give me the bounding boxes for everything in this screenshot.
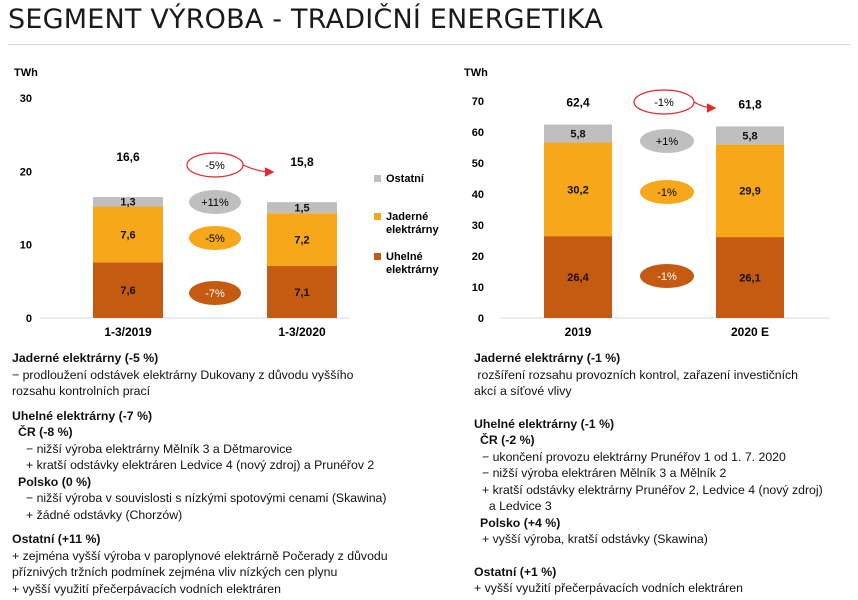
notes-item: akcí a síťové vlivy xyxy=(474,384,572,398)
notes-item: + vyšší výroba, kratší odstávky (Skawina) xyxy=(482,532,708,546)
bar-value-label-ostatni: 5,8 xyxy=(570,128,586,141)
notes-heading-ostatni: Ostatní (+11 %) xyxy=(12,532,101,546)
right-chart xyxy=(440,60,858,350)
y-tick-label: 70 xyxy=(471,96,484,108)
notes-heading-jaderne: Jaderné elektrárny (-5 %) xyxy=(12,351,159,365)
y-tick-label: 40 xyxy=(471,189,484,201)
notes-item: rozšíření rozsahu provozních kontrol, zařazení investičních xyxy=(474,367,798,382)
page-title: SEGMENT VÝROBA - TRADIČNÍ ENERGETIKA xyxy=(8,4,604,35)
bar-value-label-ostatni: 1,3 xyxy=(120,196,136,209)
notes-item: a Ledvice 3 xyxy=(482,499,552,513)
notes-subheading-cr: ČR (-8 %) xyxy=(18,425,73,439)
right-notes xyxy=(474,350,854,597)
y-unit-label: TWh xyxy=(464,67,488,79)
legend-swatch-uhelne xyxy=(374,253,381,260)
total-change-label: -5% xyxy=(205,160,225,172)
bar-value-label-ostatni: 5,8 xyxy=(742,130,758,143)
notes-item: + kratší odstávky elektráren Ledvice 4 (nový zdroj) a Prunéřov 2 xyxy=(26,458,375,472)
notes-item: + zejména vyšší výroba v paroplynové elektrárně Počerady z důvodu xyxy=(12,548,388,563)
jaderne-change-label: -1% xyxy=(657,187,677,199)
legend-label-jaderne-2: elektrárny xyxy=(386,224,439,236)
notes-item: rozsahu kontrolních prací xyxy=(12,384,151,398)
bar-value-label-jaderne: 7,6 xyxy=(120,229,136,242)
bar-total-label: 15,8 xyxy=(290,155,314,170)
y-tick-label: 50 xyxy=(471,158,484,170)
bar-total-label: 61,8 xyxy=(738,97,762,112)
ostatni-change-label: +1% xyxy=(655,136,679,148)
notes-item: − nižší výroba v souvislosti s nízkými spotovými cenami (Skawina) xyxy=(26,491,387,505)
y-tick-label: 30 xyxy=(19,93,32,105)
notes-heading-uhelne: Uhelné elektrárny (-7 %) xyxy=(12,408,153,423)
notes-item: − nižší výroba elektrárny Mělník 3 a Dětmarovice xyxy=(26,441,293,456)
notes-subheading-pl: Polsko (+4 %) xyxy=(480,515,561,530)
bar-value-label-jaderne: 29,9 xyxy=(739,185,761,198)
bar-value-label-uhelne: 26,1 xyxy=(739,272,761,285)
y-tick-label: 0 xyxy=(25,313,32,325)
x-category-label: 2020 E xyxy=(730,325,770,339)
bar-value-label-jaderne: 7,2 xyxy=(294,234,310,247)
total-change-arrow xyxy=(243,165,272,172)
x-category-label: 1-3/2019 xyxy=(104,325,152,339)
jaderne-change-label: -5% xyxy=(205,233,225,245)
y-tick-label: 20 xyxy=(471,251,484,263)
y-tick-label: 60 xyxy=(471,127,484,139)
total-change-arrow xyxy=(694,102,714,108)
uhelne-change-label: -7% xyxy=(205,288,225,300)
y-unit-label: TWh xyxy=(14,67,38,79)
bar-value-label-uhelne: 7,6 xyxy=(120,285,136,298)
notes-heading-ostatni: Ostatní (+1 %) xyxy=(474,564,557,579)
bar-value-label-ostatni: 1,5 xyxy=(294,202,310,215)
bar-value-label-uhelne: 26,4 xyxy=(567,272,589,285)
notes-item: + vyšší využití přečerpávacích vodních elektráren xyxy=(474,581,743,595)
bar-value-label-jaderne: 30,2 xyxy=(567,184,589,197)
legend-swatch-jaderne xyxy=(374,213,381,220)
y-tick-label: 20 xyxy=(19,166,32,179)
x-category-label: 2019 xyxy=(564,325,592,339)
ostatni-change-label: +11% xyxy=(201,197,229,209)
notes-item: − ukončení provozu elektrárny Prunéřov 1 od 1. 7. 2020 xyxy=(482,449,786,464)
notes-item: − prodloužení odstávek elektrárny Dukovany z důvodu vyššího xyxy=(12,367,354,382)
legend-label-ostatni: Ostatní xyxy=(386,173,424,185)
notes-item: + kratší odstávky elektrárny Prunéřov 2, Ledvice 4 (nový zdroj) xyxy=(482,482,823,497)
notes-item: − nižší výroba elektráren Mělník 3 a Mělník 2 xyxy=(482,466,727,480)
y-tick-label: 0 xyxy=(477,313,484,325)
uhelne-change-label: -1% xyxy=(657,271,677,283)
title-divider xyxy=(8,44,850,45)
y-tick-label: 30 xyxy=(471,220,484,232)
left-chart xyxy=(0,60,440,350)
bar-total-label: 16,6 xyxy=(116,150,140,164)
bar-total-label: 62,4 xyxy=(566,95,590,110)
notes-subheading-cr: ČR (-2 %) xyxy=(480,433,535,447)
notes-item: + vyšší využití přečerpávacích vodních elektráren xyxy=(12,581,281,596)
notes-subheading-pl: Polsko (0 %) xyxy=(18,474,92,489)
notes-heading-uhelne: Uhelné elektrárny (-1 %) xyxy=(474,416,615,431)
notes-item: + žádné odstávky (Chorzów) xyxy=(26,507,183,522)
legend-label-jaderne-1: Jaderné xyxy=(386,211,429,223)
legend-swatch-ostatni xyxy=(374,175,381,182)
x-category-label: 1-3/2020 xyxy=(278,325,326,339)
notes-heading-jaderne: Jaderné elektrárny (-1 %) xyxy=(474,351,621,365)
notes-item: příznivých tržních podmínek zejména vliv nízkých cen plynu xyxy=(12,565,338,579)
bar-value-label-uhelne: 7,1 xyxy=(294,286,310,299)
total-change-label: -1% xyxy=(654,97,674,109)
legend-label-uhelne-2: elektrárny xyxy=(386,264,439,276)
legend-label-uhelne-1: Uhelné xyxy=(386,251,423,263)
y-tick-label: 10 xyxy=(471,282,484,294)
left-notes xyxy=(12,350,437,597)
y-tick-label: 10 xyxy=(19,239,32,252)
